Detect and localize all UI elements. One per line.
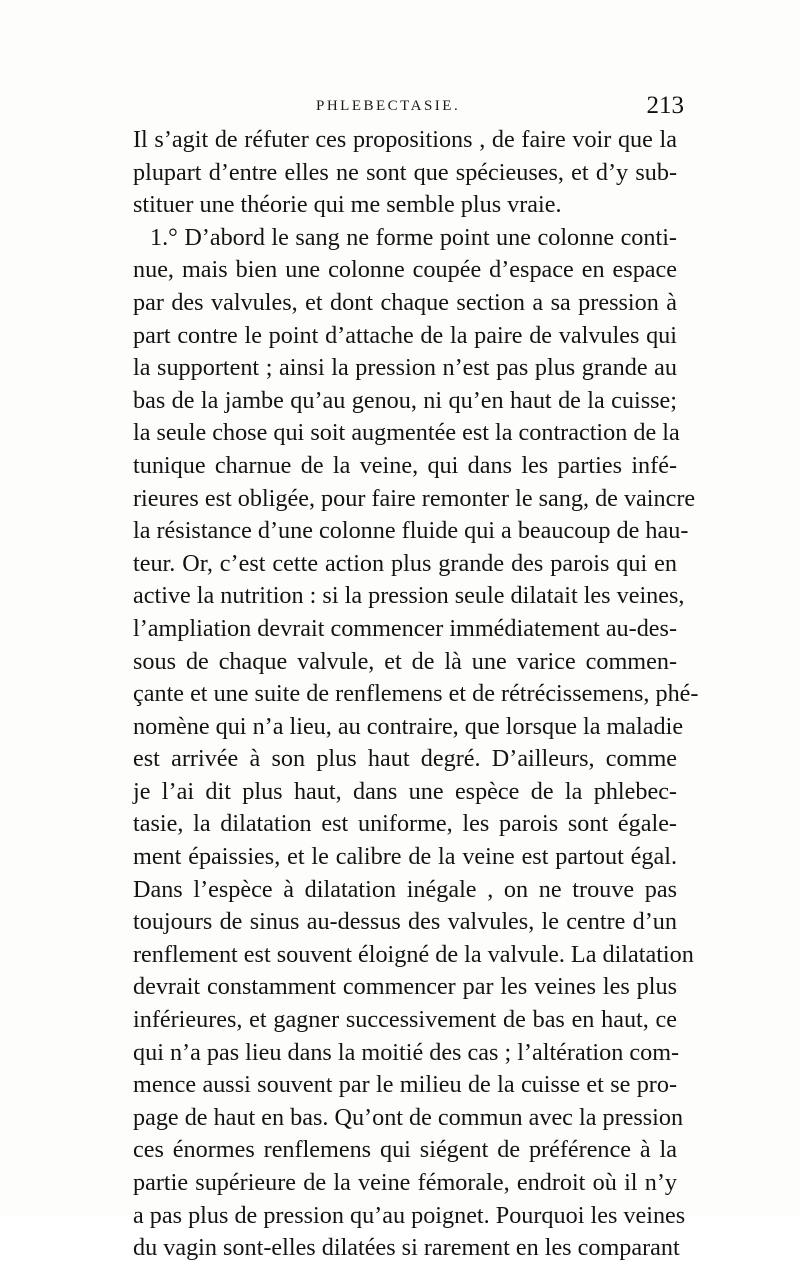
text-line: renflement est souvent éloigné de la valvule. La dilatation (133, 940, 694, 968)
text-line: par des valvules, et dont chaque section a sa pression à (133, 288, 677, 316)
text-line: toujours de sinus au-dessus des valvules, le centre d’un (133, 908, 677, 936)
text-line: tunique charnue de la veine, qui dans les parties infé- (133, 451, 677, 479)
page-header (136, 92, 684, 122)
text-line: bas de la jambe qu’au genou, ni qu’en haut de la cuisse; (133, 386, 677, 414)
text-line: l’ampliation devrait commencer immédiatement au-des- (133, 614, 678, 642)
text-line: stituer une théorie qui me semble plus vraie. (133, 191, 562, 219)
text-line: rieures est obligée, pour faire remonter le sang, de vaincre (133, 484, 696, 512)
running-head: PHLEBECTASIE. (316, 98, 461, 114)
text-line: nue, mais bien une colonne coupée d’espace en espace (133, 256, 677, 284)
text-line: Il s’agit de réfuter ces propositions , de faire voir que la (133, 126, 677, 153)
text-line: active la nutrition : si la pression seule dilatait les veines, (133, 582, 685, 610)
text-line: du vagin sont-elles dilatées si rarement en les comparant (133, 1234, 680, 1262)
text-line: je l’ai dit plus haut, dans une espèce de la phlebec- (133, 777, 677, 805)
text-line: est arrivée à son plus haut degré. D’ailleurs, comme (133, 745, 677, 773)
text-line: plupart d’entre elles ne sont que spécieuses, et d’y sub- (133, 158, 677, 186)
text-line: devrait constamment commencer par les veines les plus (133, 973, 677, 1001)
text-line: inférieures, et gagner successivement de bas en haut, ce (133, 1006, 677, 1034)
text-line: ces énormes renflemens qui siégent de préférence à la (133, 1136, 677, 1164)
text-line: la résistance d’une colonne fluide qui a beaucoup de hau- (133, 517, 689, 545)
text-line: part contre le point d’attache de la paire de valvules qui (133, 321, 677, 349)
text-line: 1.° D’abord le sang ne forme point une colonne conti- (150, 223, 677, 251)
text-line: teur. Or, c’est cette action plus grande des parois qui en (133, 549, 677, 577)
text-line: tasie, la dilatation est uniforme, les parois sont égale- (133, 810, 677, 838)
page-number: 213 (646, 92, 684, 119)
text-line: ment épaissies, et le calibre de la veine est partout égal. (133, 843, 677, 871)
text-line: a pas plus de pression qu’au poignet. Pourquoi les veines (133, 1201, 686, 1229)
text-line: la seule chose qui soit augmentée est la contraction de la (133, 419, 680, 447)
text-line: Dans l’espèce à dilatation inégale , on ne trouve pas (133, 875, 677, 903)
text-line: çante et une suite de renflemens et de rétrécissemens, phé- (133, 680, 699, 708)
text-line: page de haut en bas. Qu’ont de commun avec la pression (133, 1103, 684, 1131)
text-line: sous de chaque valvule, et de là une varice commen- (133, 647, 677, 675)
text-line: nomène qui n’a lieu, au contraire, que lorsque la maladie (133, 712, 684, 740)
text-line: mence aussi souvent par le milieu de la cuisse et se pro- (133, 1071, 677, 1099)
text-line: partie supérieure de la veine fémorale, endroit où il n’y (133, 1169, 677, 1196)
text-line: qui n’a pas lieu dans la moitié des cas ; l’altération com- (133, 1038, 680, 1066)
body-text (133, 124, 699, 1265)
text-line: la supportent ; ainsi la pression n’est pas plus grande au (133, 354, 677, 382)
